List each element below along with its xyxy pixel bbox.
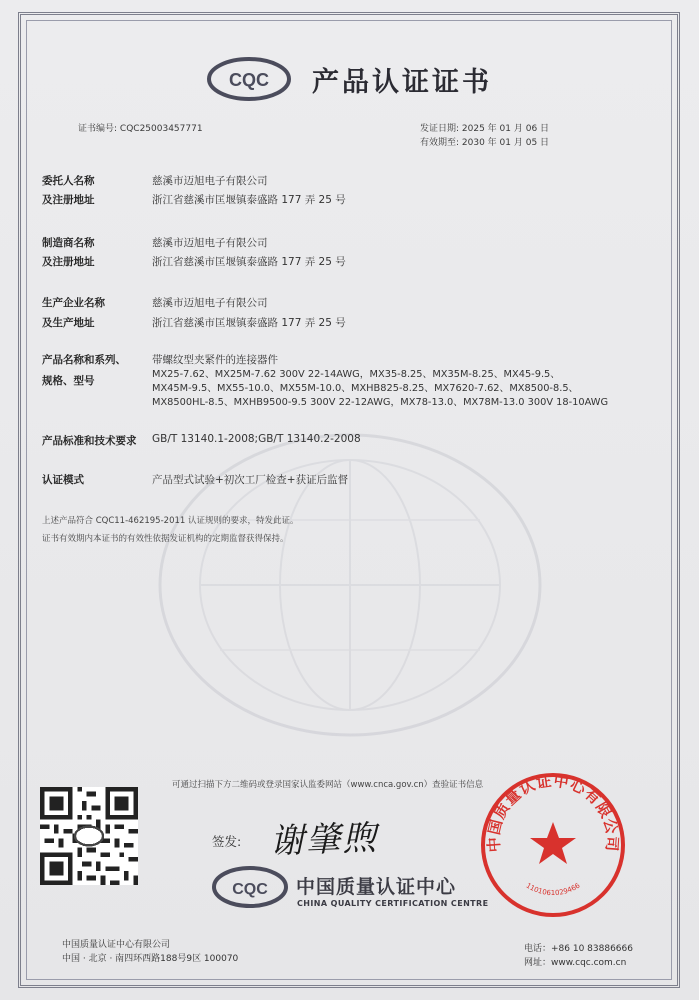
- issue-date: [420, 121, 549, 134]
- product-name: 带螺纹型夹紧件的连接器件: [152, 354, 278, 366]
- certificate-number: [78, 121, 203, 134]
- cqc-footer-logo-icon: [210, 864, 290, 910]
- globe-watermark-icon: [150, 420, 550, 750]
- standard-label: 产品标准和技术要求: [42, 435, 137, 447]
- validity-note: 证书有效期内本证书的有效性依据发证机构的定期监督获得保持。: [42, 534, 289, 544]
- seal-text: 中国质量认证中心有限公司: [484, 771, 622, 853]
- qr-code-icon[interactable]: [40, 787, 138, 885]
- maker-name: 慈溪市迈旭电子有限公司: [152, 237, 268, 249]
- maker-label-1: 制造商名称: [42, 237, 95, 249]
- client-label-2: 及注册地址: [42, 194, 95, 206]
- factory-label-2: 及生产地址: [42, 317, 95, 329]
- signature: 谢肇煦: [269, 818, 379, 862]
- red-seal-icon: [478, 770, 628, 920]
- factory-name: 慈溪市迈旭电子有限公司: [152, 297, 268, 309]
- product-models-2: MX45M-9.5、MX55-10.0、MX55M-10.0、MXHB825-8.25、MX7620-7.62、MX8500-8.5、: [152, 383, 579, 394]
- issue-date-label: 发证日期:: [420, 124, 460, 134]
- factory-address: 浙江省慈溪市匡堰镇泰盛路 177 弄 25 号: [152, 317, 346, 329]
- seal-number: 1101061029466: [524, 881, 582, 898]
- footer-phone: 电话：+86 10 83886666: [524, 944, 633, 954]
- header-logo-text: CQC: [229, 70, 269, 90]
- product-label-2: 规格、型号: [42, 375, 95, 387]
- client-name: 慈溪市迈旭电子有限公司: [152, 175, 268, 187]
- certificate-number-value: CQC25003457771: [119, 124, 203, 134]
- standard-value: GB/T 13140.1-2008;GB/T 13140.2-2008: [152, 433, 361, 445]
- mode-value: 产品型式试验+初次工厂检查+获证后监督: [152, 474, 349, 486]
- footer-address: 中国 · 北京 · 南四环西路188号9区 100070: [62, 954, 239, 964]
- expiry-date: [420, 135, 549, 148]
- svg-text:1101061029466: [525, 881, 582, 897]
- product-models-3: MX8500HL-8.5、MXHB9500-9.5 300V 22-12AWG，MX78-13.0、MX78M-13.0 300V 18-10AWG: [152, 397, 609, 408]
- certificate-number-label: 证书编号:: [78, 124, 118, 134]
- conformity-note: 上述产品符合 CQC11-462195-2011 认证规则的要求，特发此证。: [42, 516, 299, 526]
- mode-label: 认证模式: [42, 474, 84, 486]
- client-address: 浙江省慈溪市匡堰镇泰盛路 177 弄 25 号: [152, 194, 346, 206]
- expiry-date-label: 有效期至:: [420, 138, 460, 148]
- issuer-name-cn: 中国质量认证中心: [296, 876, 457, 898]
- maker-label-2: 及注册地址: [42, 256, 95, 268]
- issuer-name-en: CHINA QUALITY CERTIFICATION CENTRE: [297, 899, 489, 908]
- footer-company: 中国质量认证中心有限公司: [62, 940, 171, 950]
- issue-date-value: 2025 年 01 月 06 日: [461, 124, 550, 134]
- cqc-logo-icon: [205, 55, 293, 103]
- page-title: 产品认证证书: [312, 67, 492, 98]
- client-label-1: 委托人名称: [42, 175, 95, 187]
- factory-label-1: 生产企业名称: [42, 297, 105, 309]
- footer-logo-text: CQC: [232, 881, 268, 898]
- signature-label: 签发:: [212, 834, 242, 849]
- expiry-date-value: 2030 年 01 月 05 日: [461, 138, 550, 148]
- product-models-1: MX25-7.62、MX25M-7.62 300V 22-14AWG，MX35-8.25、MX35M-8.25、MX45-9.5、: [152, 369, 561, 380]
- product-label-1: 产品名称和系列、: [42, 354, 126, 366]
- footer-website[interactable]: 网址：www.cqc.com.cn: [524, 958, 627, 968]
- scan-hint: 可通过扫描下方二维码或登录国家认监委网站（www.cnca.gov.cn）查验证书信息: [172, 780, 484, 790]
- maker-address: 浙江省慈溪市匡堰镇泰盛路 177 弄 25 号: [152, 256, 346, 268]
